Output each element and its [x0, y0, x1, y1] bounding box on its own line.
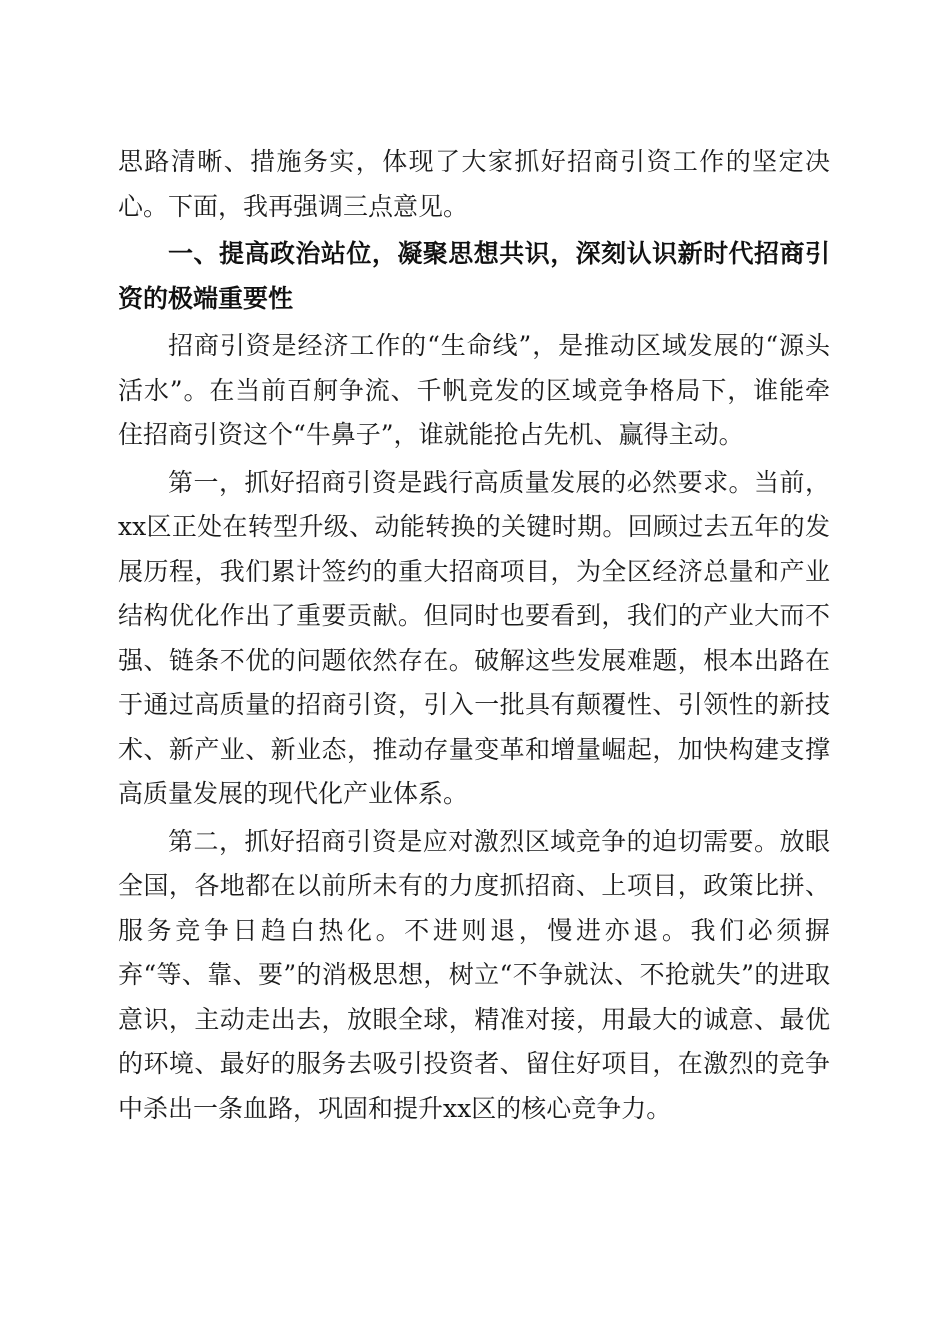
section-heading: 一、提高政治站位，凝聚思想共识，深刻认识新时代招商引资的极端重要性: [118, 239, 830, 313]
paragraph-point-two: 第二，抓好招商引资是应对激烈区域竞争的迫切需要。放眼全国，各地都在以前所未有的力度抓招商、上项目，政策比拼、服务竞争日趋白热化。不进则退，慢进亦退。我们必须摒弃“等、靠、要”的消极思想，树立“不争就汰、不抢就失”的进取意识，主动走出去，放眼全球，精准对接，用最大的诚意、最优的环境、最好的服务去吸引投资者、留住好项目，在激烈的竞争中杀出一条血路，巩固和提升xx区的核心竞争力。: [118, 826, 830, 1123]
paragraph-point-one: 第一，抓好招商引资是践行高质量发展的必然要求。当前，xx区正处在转型升级、动能转换的关键时期。回顾过去五年的发展历程，我们累计签约的重大招商项目，为全区经济总量和产业结构优化作出了重要贡献。但同时也要看到，我们的产业大而不强、链条不优的问题依然存在。破解这些发展难题，根本出路在于通过高质量的招商引资，引入一批具有颠覆性、引领性的新技术、新产业、新业态，推动存量变革和增量崛起，加快构建支撑高质量发展的现代化产业体系。: [118, 467, 830, 808]
paragraph-intro: 招商引资是经济工作的“生命线”，是推动区域发展的“源头活水”。在当前百舸争流、千帆竞发的区域竞争格局下，谁能牵住招商引资这个“牛鼻子”，谁就能抢占先机、赢得主动。: [118, 331, 830, 449]
paragraph-continuation: 思路清晰、措施务实，体现了大家抓好招商引资工作的坚定决心。下面，我再强调三点意见。: [118, 147, 830, 221]
document-body: [118, 140, 830, 1131]
